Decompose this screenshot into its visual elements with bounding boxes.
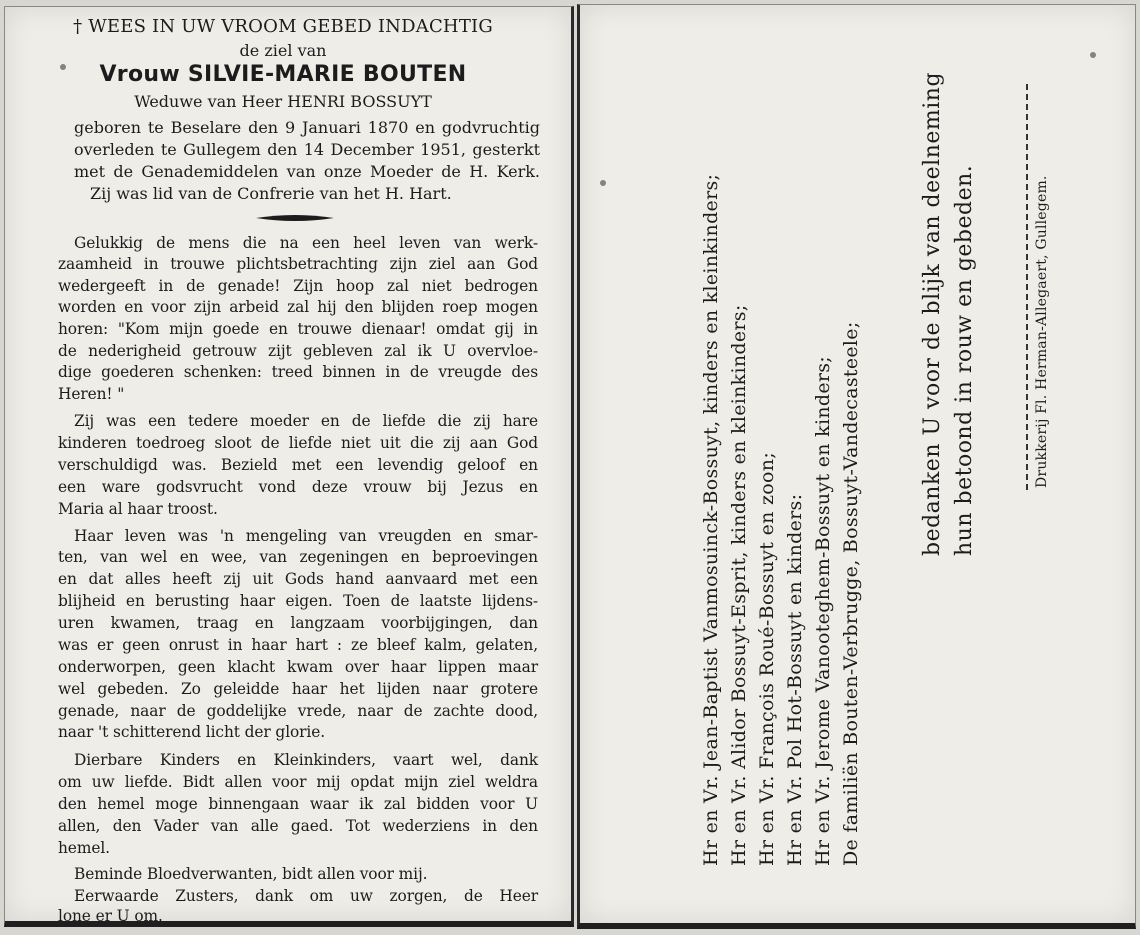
body-line: Beminde Bloedverwanten, bidt allen voor mij. <box>74 865 428 883</box>
family-line-3: Hr en Vr. François Roué-Bossuyt en zoon; <box>756 451 778 866</box>
thanks-line-1: bedanken U voor de blijk van deelneming <box>920 71 945 556</box>
body-line: uren kwamen, traag en langzaam voorbijgingen, dan <box>58 614 538 632</box>
body-line: wel gebeden. Zo geleidde haar het lijden naar grotere <box>58 680 538 698</box>
body-line: blijheid en berusting haar eigen. Toen de laatste lijdens- <box>58 592 538 610</box>
printer-divider <box>1026 84 1028 490</box>
body-line: wedergeeft in de genade! Zijn hoop zal niet bedrogen <box>58 277 538 295</box>
thanks-line-2: hun betoond in rouw en gebeden. <box>952 164 977 556</box>
body-line: Haar leven was 'n mengeling van vreugden en smar- <box>74 527 538 545</box>
body-line: de nederigheid getrouw zijt gebleven zal ik U overvloe- <box>58 342 538 360</box>
body-line: Maria al haar troost. <box>58 500 218 518</box>
body-line: ten, van wel en wee, van zegeningen en beproevingen <box>58 548 538 566</box>
body-line: zaamheid in trouwe plichtsbetrachting zijn ziel aan God <box>58 255 538 273</box>
bio-line-2: overleden te Gullegem den 14 December 1951, gesterkt <box>74 140 540 159</box>
body-line: lone er U om. <box>58 907 163 925</box>
family-line-4: Hr en Vr. Pol Hot-Bossuyt en kinders: <box>784 493 806 866</box>
body-line: kinderen toedroeg sloot de liefde niet uit die zij aan God <box>58 434 538 452</box>
body-line: was er geen onrust in haar hart : ze bleef kalm, gelaten, <box>58 636 538 654</box>
family-line-5: Hr en Vr. Jerome Vanooteghem-Bossuyt en kinders; <box>812 355 834 866</box>
body-line: en dat alles heeft zij uit Gods hand aanvaard met een <box>58 570 538 588</box>
body-line: Heren! " <box>58 385 125 403</box>
body-line: om uw liefde. Bidt allen voor mij opdat mijn ziel weldra <box>58 773 538 791</box>
family-line-2: Hr en Vr. Alidor Bossuyt-Esprit, kinders en kleinkinders; <box>728 304 750 866</box>
body-line: naar 't schitterend licht der glorie. <box>58 723 326 741</box>
body-line: dige goederen schenken: treed binnen in de vreugde des <box>58 363 538 381</box>
body-line: Zij was een tedere moeder en de liefde die zij hare <box>74 412 538 430</box>
wear-spot <box>60 64 66 70</box>
bio-line-1: geboren te Beselare den 9 Januari 1870 en godvruchtig <box>74 118 540 137</box>
header-line: † WEES IN UW VROOM GEBED INDACHTIG <box>73 16 493 37</box>
body-line: worden en voor zijn arbeid zal hij den blijden roep mogen <box>58 298 538 316</box>
body-line: onderworpen, geen klacht kwam over haar lippen maar <box>58 658 538 676</box>
body-line: horen: "Kom mijn goede en trouwe dienaar! omdat gij in <box>58 320 538 338</box>
divider-ornament <box>256 214 334 222</box>
family-line-6: De familiën Bouten-Verbrugge, Bossuyt-Vandecasteele; <box>840 321 862 866</box>
body-line: genade, naar de goddelijke vrede, naar de zachte dood, <box>58 702 538 720</box>
bio-line-3: met de Genademiddelen van onze Moeder de H. Kerk. <box>74 162 540 181</box>
body-line: den hemel moge binnengaan waar ik zal bidden voor U <box>58 795 538 813</box>
body-line: hemel. <box>58 839 110 857</box>
family-line-1: Hr en Vr. Jean-Baptist Vanmosuinck-Bossuyt, kinders en kleinkinders; <box>700 173 722 866</box>
soul-of-line: de ziel van <box>239 41 327 60</box>
bio-line-4: Zij was lid van de Confrerie van het H. Hart. <box>90 184 452 203</box>
wear-spot <box>600 180 606 186</box>
widow-of-line: Weduwe van Heer HENRI BOSSUYT <box>134 92 432 111</box>
body-line: een ware godsvrucht vond deze vrouw bij Jezus en <box>58 478 538 496</box>
body-line: verschuldigd was. Bezield met een levendig geloof en <box>58 456 538 474</box>
printer-credit: Drukkerij Fl. Herman-Allegaert, Gullegem. <box>1034 175 1050 488</box>
body-line: Dierbare Kinders en Kleinkinders, vaart wel, dank <box>74 751 538 769</box>
wear-spot <box>1090 52 1096 58</box>
deceased-name: Vrouw SILVIE-MARIE BOUTEN <box>99 62 467 87</box>
body-line: allen, den Vader van alle gaed. Tot wederziens in den <box>58 817 538 835</box>
body-line: Eerwaarde Zusters, dank om uw zorgen, de Heer <box>74 887 538 905</box>
body-line: Gelukkig de mens die na een heel leven van werk- <box>74 234 538 252</box>
